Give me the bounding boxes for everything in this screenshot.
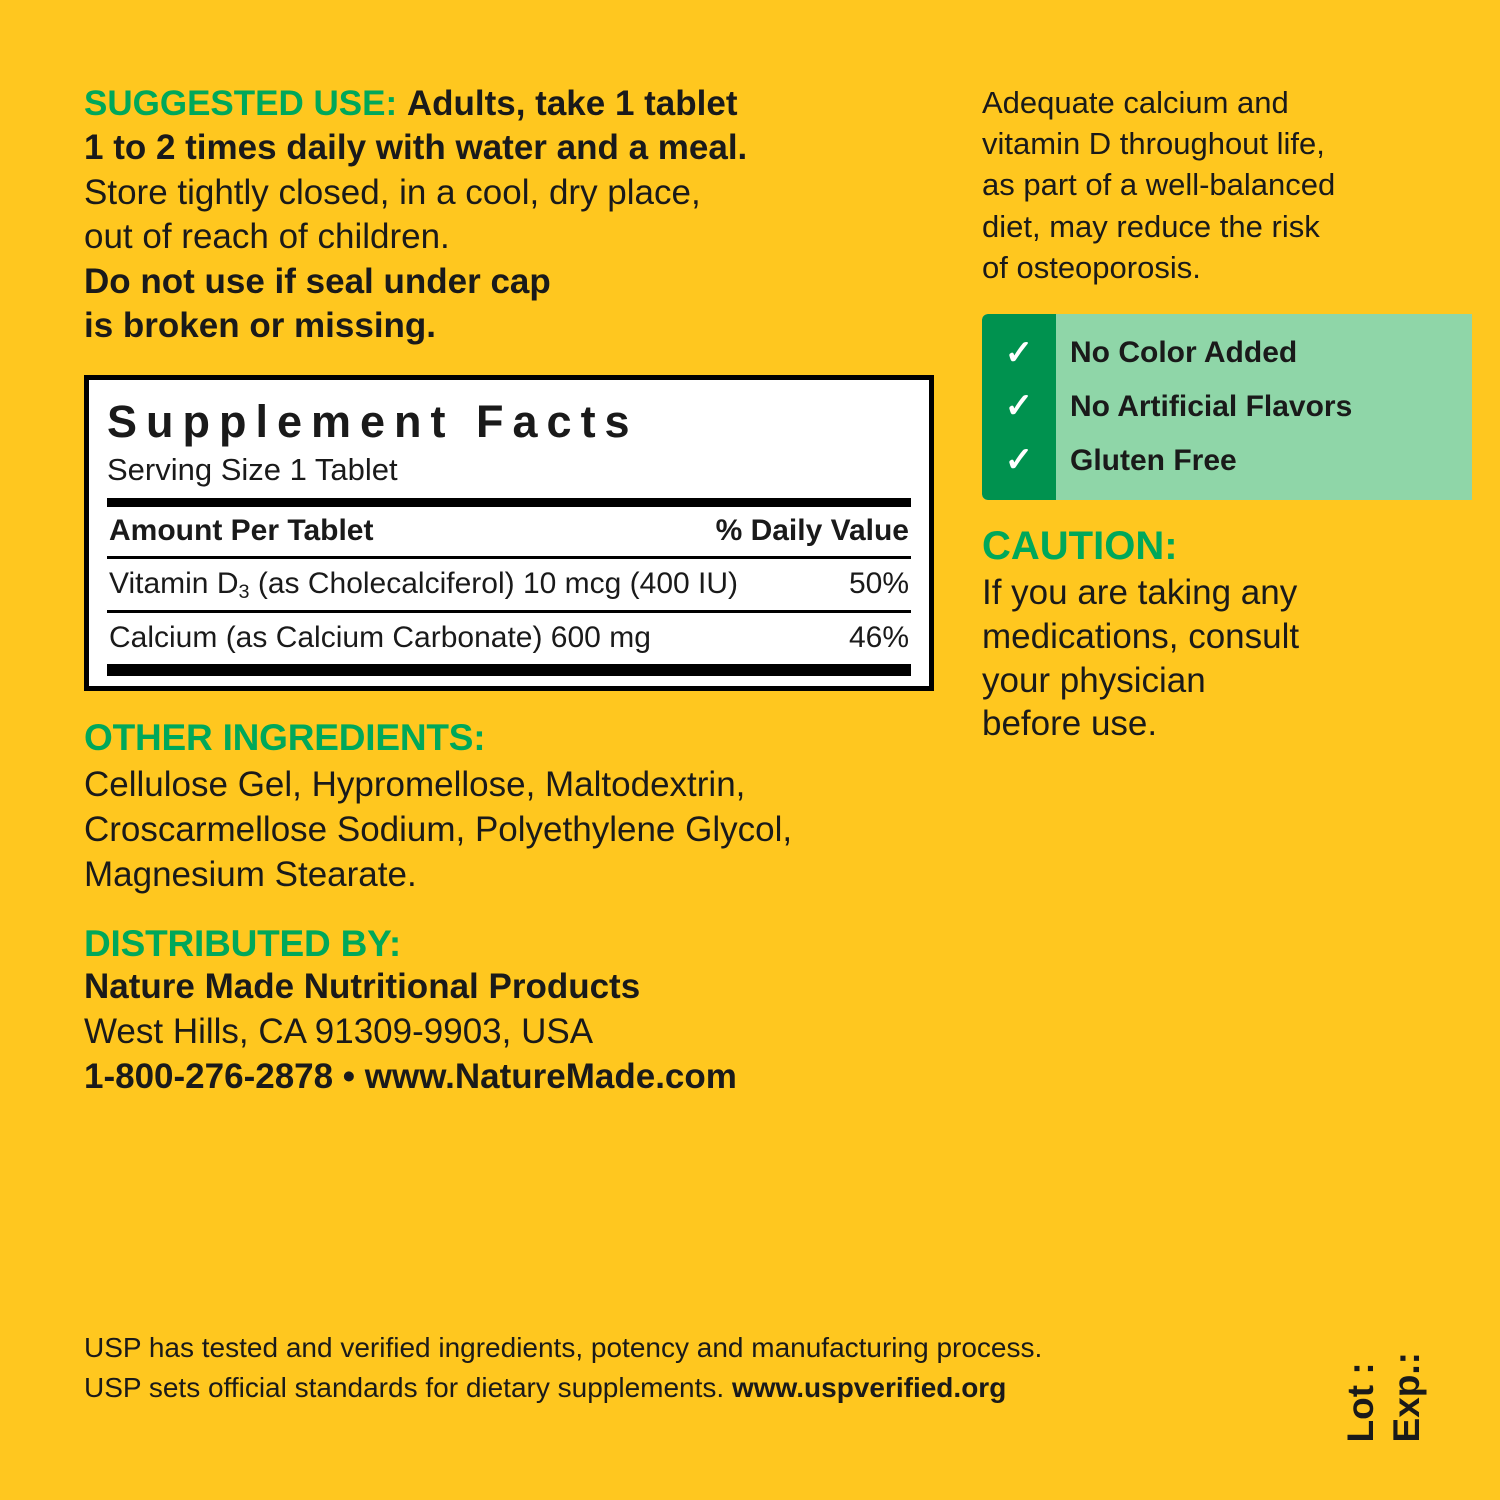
suggested-use-block bbox=[84, 82, 944, 349]
distributor-company: Nature Made Nutritional Products bbox=[84, 967, 641, 1007]
right-column bbox=[982, 82, 1422, 746]
claim-no-color-added: No Color Added bbox=[1070, 336, 1298, 370]
other-ingredients-line-1: Cellulose Gel, Hypromellose, Maltodextrin, bbox=[84, 765, 746, 805]
caution-line-4: before use. bbox=[982, 704, 1158, 744]
suggested-use-line-5: Do not use if seal under cap bbox=[84, 261, 551, 301]
health-claim-line-5: of osteoporosis. bbox=[982, 249, 1201, 285]
nutrient-name-subscript: 3 bbox=[238, 581, 250, 604]
exp-label: Exp.: bbox=[1386, 1351, 1427, 1442]
nutrient-name-calcium: Calcium (as Calcium Carbonate) 600 mg bbox=[109, 621, 651, 655]
supplement-facts-title: Supplement Facts bbox=[107, 395, 639, 447]
claim-gluten-free: Gluten Free bbox=[1070, 444, 1237, 478]
health-claim-line-2: vitamin D throughout life, bbox=[982, 126, 1325, 162]
header-daily-value: % Daily Value bbox=[715, 514, 909, 548]
health-claim-line-1: Adequate calcium and bbox=[982, 85, 1289, 120]
claim-no-artificial-flavors: No Artificial Flavors bbox=[1070, 390, 1353, 424]
distributor-address: West Hills, CA 91309-9903, USA bbox=[84, 1012, 594, 1052]
header-amount-per-tablet: Amount Per Tablet bbox=[109, 514, 374, 548]
nutrient-name-vitamin-d3 bbox=[109, 567, 831, 604]
serving-size: Serving Size 1 Tablet bbox=[107, 451, 398, 487]
nutrient-name-prefix: Vitamin D bbox=[109, 567, 239, 601]
other-ingredients-line-3: Magnesium Stearate. bbox=[84, 854, 417, 894]
health-claim-block bbox=[982, 82, 1422, 288]
supplement-facts-panel bbox=[84, 375, 934, 691]
checkmark-column bbox=[982, 314, 1056, 500]
suggested-use-line-1 bbox=[84, 82, 944, 126]
check-icon: ✓ bbox=[1004, 440, 1034, 479]
caution-line-3: your physician bbox=[982, 660, 1206, 700]
divider-thick-top bbox=[107, 498, 911, 507]
caution-body bbox=[982, 571, 1422, 746]
lot-label: Lot : bbox=[1340, 1361, 1381, 1442]
product-claims-badge bbox=[982, 314, 1472, 500]
health-claim-line-4: diet, may reduce the risk bbox=[982, 208, 1320, 244]
left-column bbox=[84, 82, 944, 1100]
suggested-use-line1-text: Adults, take 1 tablet bbox=[406, 84, 738, 123]
daily-value-vitamin-d3: 50% bbox=[848, 567, 909, 601]
lot-exp-block bbox=[1340, 1352, 1428, 1442]
claims-list bbox=[1056, 314, 1362, 500]
caution-line-1: If you are taking any bbox=[982, 573, 1298, 613]
usp-line-2 bbox=[84, 1368, 1234, 1408]
suggested-use-line-4: out of reach of children. bbox=[84, 217, 450, 257]
suggested-use-label: SUGGESTED USE: bbox=[84, 84, 398, 123]
distributed-by-heading: DISTRIBUTED BY: bbox=[84, 923, 401, 965]
usp-line-1: USP has tested and verified ingredients, potency and manufacturing process. bbox=[84, 1332, 1043, 1363]
suggested-use-line-2: 1 to 2 times daily with water and a meal. bbox=[84, 128, 748, 168]
check-icon: ✓ bbox=[1004, 333, 1034, 372]
health-claim-line-3: as part of a well-balanced bbox=[982, 167, 1336, 203]
table-row bbox=[107, 613, 911, 664]
daily-value-calcium: 46% bbox=[848, 621, 909, 655]
supplement-facts-header-row bbox=[107, 507, 911, 556]
usp-website[interactable]: www.uspverified.org bbox=[731, 1371, 1007, 1403]
distributed-by-block bbox=[84, 965, 944, 1099]
suggested-use-line-6: is broken or missing. bbox=[84, 306, 437, 346]
usp-line-2-text: USP sets official standards for dietary supplements. bbox=[84, 1371, 732, 1403]
distributor-contact[interactable]: 1-800-276-2878 • www.NatureMade.com bbox=[84, 1057, 737, 1097]
check-icon: ✓ bbox=[1004, 387, 1034, 426]
suggested-use-line-3: Store tightly closed, in a cool, dry place, bbox=[84, 172, 701, 212]
caution-heading: CAUTION: bbox=[982, 524, 1178, 569]
nutrient-name-suffix: (as Cholecalciferol) 10 mcg (400 IU) bbox=[249, 567, 739, 601]
divider-thick-bottom bbox=[107, 664, 911, 676]
caution-line-2: medications, consult bbox=[982, 616, 1300, 656]
table-row bbox=[107, 559, 911, 610]
usp-verification-block bbox=[84, 1328, 1234, 1408]
other-ingredients-body bbox=[84, 763, 944, 897]
other-ingredients-line-2: Croscarmellose Sodium, Polyethylene Glycol, bbox=[84, 809, 793, 849]
other-ingredients-heading: OTHER INGREDIENTS: bbox=[84, 717, 486, 759]
